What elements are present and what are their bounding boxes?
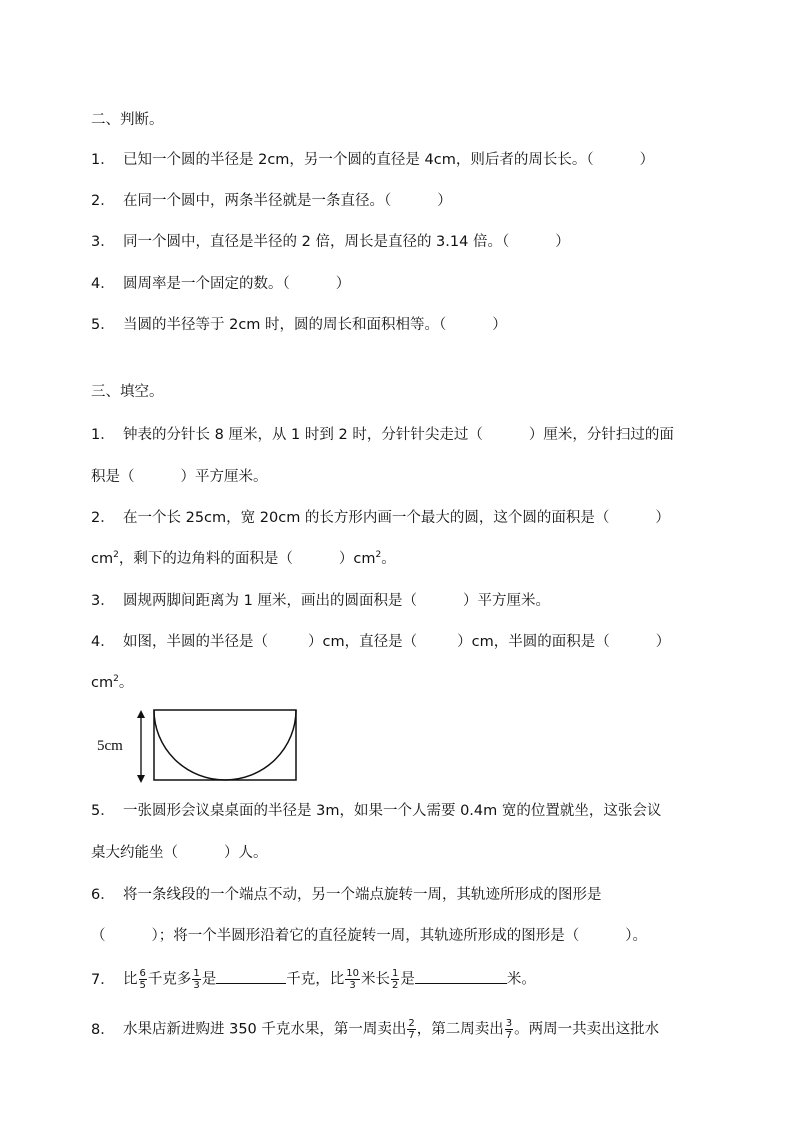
item-number: 4． bbox=[91, 634, 115, 650]
item-text: 钟表的分针长 8 厘米，从 1 时到 2 时，分针针尖走过（ bbox=[123, 427, 483, 443]
item-text: 将一条线段的一个端点不动，另一个端点旋转一周，其轨迹所形成的图形是 bbox=[123, 887, 602, 903]
answer-close: ） bbox=[555, 234, 570, 250]
item-text: 同一个圆中，直径是半径的 2 倍，周长是直径的 3.14 倍。（ bbox=[123, 234, 510, 250]
item-text: ）cm，半圆的面积是（ bbox=[457, 634, 610, 650]
item-text: ）cm bbox=[338, 551, 376, 567]
item-text: 米。 bbox=[506, 971, 536, 988]
fraction bbox=[407, 1018, 415, 1041]
item-text: 在同一个圆中，两条半径就是一条直径。（ bbox=[123, 193, 392, 209]
item-text: 是 bbox=[201, 971, 217, 988]
fill-item-8 bbox=[91, 1018, 659, 1041]
item-number: 2． bbox=[91, 510, 115, 526]
denominator: 3 bbox=[349, 980, 356, 991]
semicircle-arc bbox=[154, 710, 296, 780]
section-heading-judgment: 二、判断。 bbox=[91, 112, 164, 128]
item-text: ，剩下的边角料的面积是（ bbox=[118, 551, 293, 567]
fill-item-6-line-2 bbox=[91, 926, 647, 946]
item-text: 。 bbox=[118, 675, 134, 691]
item-text: 一张圆形会议桌桌面的半径是 3m，如果一个人需要 0.4m 宽的位置就坐，这张会议 bbox=[123, 803, 662, 819]
item-text: 千克，比 bbox=[286, 971, 345, 988]
fill-item-7 bbox=[91, 968, 536, 991]
item-number: 7． bbox=[91, 971, 115, 988]
item-number: 5． bbox=[91, 803, 115, 819]
item-text: 桌大约能坐（ bbox=[91, 845, 178, 861]
answer-close: ） bbox=[335, 276, 351, 292]
numerator: 2 bbox=[408, 1018, 415, 1029]
judgment-item-1 bbox=[91, 150, 654, 170]
item-number: 4． bbox=[91, 276, 115, 292]
item-text: ）；将一个半圆形沿着它的直径旋转一周，其轨迹所形成的图形是（ bbox=[151, 928, 580, 944]
item-text: （ bbox=[91, 928, 106, 944]
answer-blank-line bbox=[415, 969, 507, 984]
dimension-label: 5cm bbox=[97, 738, 123, 754]
judgment-item-2 bbox=[91, 191, 452, 211]
item-text: 圆周率是一个固定的数。（ bbox=[123, 276, 290, 292]
denominator: 2 bbox=[391, 980, 399, 991]
numerator: 1 bbox=[193, 968, 200, 979]
item-text: 圆规两脚间距离为 1 厘米，画出的圆面积是（ bbox=[123, 593, 417, 609]
numerator: 1 bbox=[391, 968, 399, 979]
section-heading-fill-blank: 三、填空。 bbox=[91, 384, 164, 400]
item-text: 在一个长 25cm，宽 20cm 的长方形内画一个最大的圆，这个圆的面积是（ bbox=[123, 510, 610, 526]
judgment-item-4 bbox=[91, 274, 350, 294]
item-text: ）平方厘米。 bbox=[462, 593, 550, 609]
fill-item-5-line-2 bbox=[91, 843, 268, 863]
item-number: 5． bbox=[91, 317, 115, 333]
answer-close: ） bbox=[639, 152, 655, 168]
fraction bbox=[505, 1018, 513, 1041]
superscript: 2 bbox=[113, 674, 119, 684]
answer-close: ） bbox=[437, 193, 452, 209]
numerator: 10 bbox=[346, 968, 359, 979]
item-number: 8． bbox=[91, 1021, 115, 1038]
fraction bbox=[391, 968, 399, 991]
numerator: 3 bbox=[505, 1018, 513, 1029]
superscript: 2 bbox=[375, 550, 382, 560]
denominator: 7 bbox=[505, 1030, 513, 1041]
semicircle-figure bbox=[92, 706, 312, 786]
item-number: 6． bbox=[91, 887, 115, 903]
fill-item-1-line-2 bbox=[91, 467, 268, 487]
fill-item-3 bbox=[91, 591, 550, 611]
item-number: 1． bbox=[91, 427, 115, 443]
item-text: ，第二周卖出 bbox=[416, 1021, 504, 1038]
fill-item-4-line-1 bbox=[91, 632, 670, 652]
unit-text: cm bbox=[91, 675, 114, 691]
item-text: 。 bbox=[381, 551, 396, 567]
item-text: ）。 bbox=[625, 928, 647, 944]
answer-close: ） bbox=[492, 317, 507, 333]
answer-blank-line bbox=[216, 969, 286, 984]
item-text: ）人。 bbox=[224, 845, 268, 861]
item-text: 千克多 bbox=[147, 971, 192, 988]
superscript: 2 bbox=[113, 550, 119, 560]
fraction bbox=[139, 968, 147, 991]
item-text: 。两周一共卖出这批水 bbox=[514, 1021, 660, 1038]
fill-item-2-line-2 bbox=[91, 549, 396, 569]
denominator: 3 bbox=[193, 980, 200, 991]
item-text: 当圆的半径等于 2cm 时，圆的周长和面积相等。（ bbox=[123, 317, 447, 333]
denominator: 7 bbox=[408, 1030, 415, 1041]
item-text: 已知一个圆的半径是 2cm，另一个圆的直径是 4cm，则后者的周长长。（ bbox=[123, 152, 594, 168]
item-number: 1． bbox=[91, 152, 115, 168]
item-text: ）平方厘米。 bbox=[180, 469, 268, 485]
item-number: 3． bbox=[91, 593, 115, 609]
item-text: 积是（ bbox=[91, 469, 135, 485]
item-number: 2． bbox=[91, 193, 115, 209]
item-text: 米长 bbox=[360, 971, 390, 988]
numerator: 6 bbox=[139, 968, 146, 979]
fill-item-1-line-1 bbox=[91, 425, 674, 445]
fill-item-2-line-1 bbox=[91, 508, 670, 528]
item-text: ） bbox=[655, 510, 670, 526]
item-text: 是 bbox=[400, 971, 415, 988]
item-text: 比 bbox=[123, 971, 138, 988]
rectangle-shape bbox=[154, 710, 296, 780]
unit-text: cm bbox=[91, 551, 114, 567]
fill-item-5-line-1 bbox=[91, 801, 661, 821]
fill-item-4-line-2 bbox=[91, 673, 133, 693]
fraction bbox=[345, 968, 360, 991]
item-text: ）厘米，分针扫过的面 bbox=[528, 427, 674, 443]
denominator: 5 bbox=[139, 980, 146, 991]
fill-item-6-line-1 bbox=[91, 885, 602, 905]
item-text: ）cm，直径是（ bbox=[308, 634, 418, 650]
item-text: 水果店新进购进 350 千克水果，第一周卖出 bbox=[123, 1021, 407, 1038]
item-text: ） bbox=[655, 634, 671, 650]
judgment-item-5 bbox=[91, 315, 507, 335]
fraction bbox=[192, 968, 200, 991]
item-text: 如图，半圆的半径是（ bbox=[123, 634, 268, 650]
item-number: 3． bbox=[91, 234, 115, 250]
judgment-item-3 bbox=[91, 232, 570, 252]
